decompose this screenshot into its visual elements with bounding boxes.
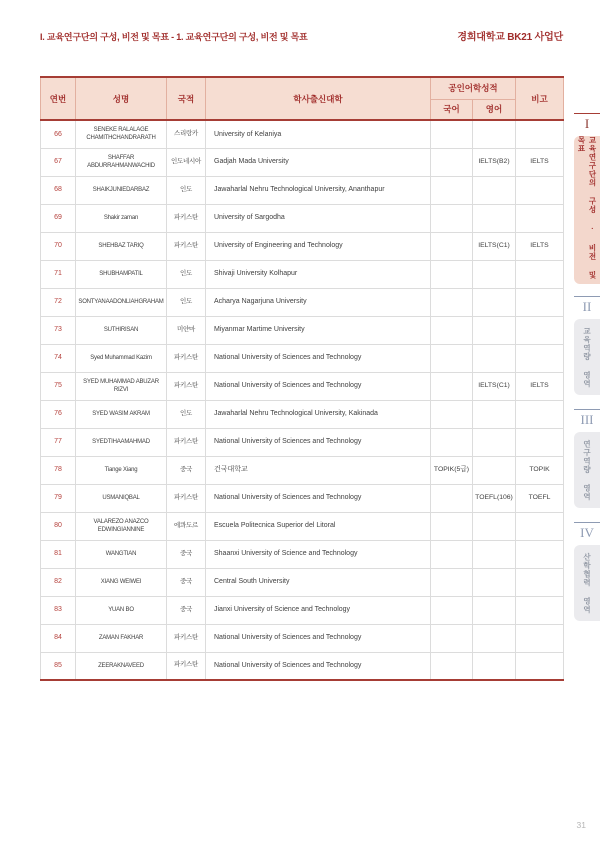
sidebar-tab-section-2[interactable] — [574, 296, 600, 395]
cell-no: 83 — [41, 596, 76, 624]
cell-nationality: 중국 — [167, 596, 206, 624]
table-row — [41, 232, 564, 260]
cell-university: National University of Sciences and Technology — [206, 484, 431, 512]
table-row — [41, 456, 564, 484]
table-row — [41, 176, 564, 204]
col-header-no: 연번 — [41, 77, 76, 120]
cell-korean — [431, 232, 473, 260]
table-header — [41, 77, 564, 120]
tab-label: 교육연구단의 구성 · 비전 및 목표 — [577, 136, 597, 280]
cell-english — [473, 652, 516, 680]
table-row — [41, 148, 564, 176]
cell-name: ZEERAKNAVEED — [76, 652, 167, 680]
cell-name: XIANG WEIWEI — [76, 568, 167, 596]
cell-korean — [431, 400, 473, 428]
table-row — [41, 568, 564, 596]
cell-english — [473, 596, 516, 624]
cell-english — [473, 316, 516, 344]
cell-name: ZAMAN FAKHAR — [76, 624, 167, 652]
cell-note — [516, 204, 564, 232]
cell-korean — [431, 316, 473, 344]
cell-note — [516, 316, 564, 344]
cell-note — [516, 288, 564, 316]
cell-korean — [431, 372, 473, 400]
cell-university: University of Engineering and Technology — [206, 232, 431, 260]
cell-korean — [431, 596, 473, 624]
cell-no: 70 — [41, 232, 76, 260]
cell-university: Jawaharlal Nehru Technological University, Ananthapur — [206, 176, 431, 204]
table-row — [41, 260, 564, 288]
col-header-name: 성명 — [76, 77, 167, 120]
cell-korean — [431, 176, 473, 204]
cell-nationality: 파키스탄 — [167, 624, 206, 652]
col-header-nationality: 국적 — [167, 77, 206, 120]
cell-nationality: 중국 — [167, 540, 206, 568]
col-header-note: 비고 — [516, 77, 564, 120]
cell-no: 73 — [41, 316, 76, 344]
cell-nationality: 파키스탄 — [167, 428, 206, 456]
cell-name: WANGTIAN — [76, 540, 167, 568]
table-row — [41, 428, 564, 456]
cell-korean — [431, 148, 473, 176]
cell-university: Miyanmar Martime University — [206, 316, 431, 344]
cell-note — [516, 260, 564, 288]
cell-english: IELTS(C1) — [473, 372, 516, 400]
page-number: 31 — [576, 820, 586, 830]
cell-name: YUAN BO — [76, 596, 167, 624]
cell-korean: TOPIK(5급) — [431, 456, 473, 484]
cell-english — [473, 568, 516, 596]
cell-no: 84 — [41, 624, 76, 652]
cell-nationality: 인도 — [167, 176, 206, 204]
cell-name: USMANIQBAL — [76, 484, 167, 512]
cell-nationality: 인도 — [167, 260, 206, 288]
cell-nationality: 인도 — [167, 400, 206, 428]
cell-nationality: 인도 — [167, 288, 206, 316]
cell-korean — [431, 260, 473, 288]
table-body — [41, 120, 564, 680]
cell-korean — [431, 428, 473, 456]
org-title: 경희대학교 BK21 사업단 — [457, 32, 563, 43]
tab-box — [574, 432, 600, 508]
cell-english — [473, 624, 516, 652]
cell-english: TOEFL(106) — [473, 484, 516, 512]
cell-name: Tiange Xiang — [76, 456, 167, 484]
cell-korean — [431, 568, 473, 596]
cell-korean — [431, 512, 473, 540]
cell-university: University of Sargodha — [206, 204, 431, 232]
table-row — [41, 596, 564, 624]
cell-english — [473, 288, 516, 316]
cell-university: 건국대학교 — [206, 456, 431, 484]
table-row — [41, 624, 564, 652]
table-row — [41, 288, 564, 316]
tab-numeral: I — [584, 116, 590, 131]
cell-note — [516, 624, 564, 652]
tab-label: 교육역량 영역 — [582, 326, 592, 388]
cell-note — [516, 176, 564, 204]
cell-no: 76 — [41, 400, 76, 428]
cell-no: 85 — [41, 652, 76, 680]
cell-university: National University of Sciences and Technology — [206, 428, 431, 456]
cell-nationality: 중국 — [167, 456, 206, 484]
cell-korean — [431, 120, 473, 148]
cell-nationality: 인도네시아 — [167, 148, 206, 176]
cell-university: National University of Sciences and Technology — [206, 344, 431, 372]
table-row — [41, 344, 564, 372]
cell-english — [473, 456, 516, 484]
tab-rule — [574, 522, 600, 523]
tab-label: 산학협력 영역 — [582, 552, 592, 614]
cell-note: TOEFL — [516, 484, 564, 512]
cell-note — [516, 596, 564, 624]
cell-nationality: 파키스탄 — [167, 344, 206, 372]
cell-english: IELTS(B2) — [473, 148, 516, 176]
students-table-wrap — [40, 76, 563, 681]
cell-name: SHUBHAMPATIL — [76, 260, 167, 288]
tab-numeral: III — [580, 412, 594, 427]
cell-english — [473, 344, 516, 372]
table-row — [41, 512, 564, 540]
cell-university: Acharya Nagarjuna University — [206, 288, 431, 316]
cell-english — [473, 400, 516, 428]
cell-no: 68 — [41, 176, 76, 204]
col-header-language-scores: 공인어학성적 — [431, 77, 516, 99]
cell-university: Jianxi University of Science and Technology — [206, 596, 431, 624]
col-header-english: 영어 — [473, 99, 516, 120]
cell-korean — [431, 624, 473, 652]
table-row — [41, 400, 564, 428]
cell-no: 78 — [41, 456, 76, 484]
cell-no: 75 — [41, 372, 76, 400]
cell-name: Syed Muhammad Kazim — [76, 344, 167, 372]
students-table — [40, 76, 564, 681]
cell-nationality: 파키스탄 — [167, 232, 206, 260]
cell-english — [473, 260, 516, 288]
cell-note — [516, 568, 564, 596]
cell-korean — [431, 484, 473, 512]
table-row — [41, 204, 564, 232]
cell-name: SYED WASIM AKRAM — [76, 400, 167, 428]
cell-university: National University of Sciences and Technology — [206, 652, 431, 680]
tab-box — [574, 319, 600, 395]
cell-korean — [431, 288, 473, 316]
tab-numeral: II — [582, 299, 592, 314]
cell-university: National University of Sciences and Technology — [206, 372, 431, 400]
cell-no: 69 — [41, 204, 76, 232]
cell-no: 82 — [41, 568, 76, 596]
sidebar-tab-section-1[interactable] — [574, 113, 600, 284]
tab-rule — [574, 113, 600, 114]
cell-english — [473, 176, 516, 204]
cell-no: 80 — [41, 512, 76, 540]
cell-name: SHAFFAR ABDURRAHMANWACHID — [76, 148, 167, 176]
cell-nationality: 파키스탄 — [167, 372, 206, 400]
tab-numeral: IV — [580, 525, 594, 540]
cell-note — [516, 512, 564, 540]
cell-note — [516, 344, 564, 372]
cell-name: SENEKE RALALAGE CHAMITHCHANDRARATH — [76, 120, 167, 148]
cell-name: SYEDTIHAAMAHMAD — [76, 428, 167, 456]
cell-university: Central South University — [206, 568, 431, 596]
cell-note: IELTS — [516, 148, 564, 176]
cell-no: 77 — [41, 428, 76, 456]
cell-name: SONTYANAADONLIAHGRAHAM — [76, 288, 167, 316]
cell-english — [473, 428, 516, 456]
cell-university: Shivaji University Kolhapur — [206, 260, 431, 288]
cell-no: 66 — [41, 120, 76, 148]
cell-name: Shakir zaman — [76, 204, 167, 232]
cell-no: 81 — [41, 540, 76, 568]
cell-no: 79 — [41, 484, 76, 512]
cell-nationality: 중국 — [167, 568, 206, 596]
sidebar-tab-section-4[interactable] — [574, 522, 600, 621]
cell-university: National University of Sciences and Technology — [206, 624, 431, 652]
cell-korean — [431, 540, 473, 568]
breadcrumb: I. 교육연구단의 구성, 비전 및 목표 - 1. 교육연구단의 구성, 비전 및 목표 — [40, 32, 308, 42]
cell-nationality: 파키스탄 — [167, 484, 206, 512]
cell-note — [516, 400, 564, 428]
cell-university: Jawaharlal Nehru Technological University, Kakinada — [206, 400, 431, 428]
cell-nationality: 파키스탄 — [167, 204, 206, 232]
cell-name: SHAIKJUNIEDARBAZ — [76, 176, 167, 204]
cell-university: University of Kelaniya — [206, 120, 431, 148]
cell-korean — [431, 344, 473, 372]
cell-note — [516, 120, 564, 148]
sidebar-tab-section-3[interactable] — [574, 409, 600, 508]
cell-korean — [431, 204, 473, 232]
cell-university: Escuela Politecnica Superior del Litoral — [206, 512, 431, 540]
cell-no: 74 — [41, 344, 76, 372]
table-row — [41, 484, 564, 512]
cell-english — [473, 120, 516, 148]
cell-nationality: 파키스탄 — [167, 652, 206, 680]
cell-note: IELTS — [516, 232, 564, 260]
tab-box — [574, 545, 600, 621]
cell-nationality: 스리랑카 — [167, 120, 206, 148]
cell-no: 67 — [41, 148, 76, 176]
cell-name: SUTHIRISAN — [76, 316, 167, 344]
cell-english — [473, 204, 516, 232]
cell-university: Shaanxi University of Science and Technology — [206, 540, 431, 568]
col-header-korean: 국어 — [431, 99, 473, 120]
cell-english — [473, 512, 516, 540]
cell-no: 72 — [41, 288, 76, 316]
cell-korean — [431, 652, 473, 680]
cell-english — [473, 540, 516, 568]
cell-no: 71 — [41, 260, 76, 288]
tab-box — [574, 136, 600, 284]
tab-rule — [574, 409, 600, 410]
cell-note — [516, 540, 564, 568]
cell-note — [516, 428, 564, 456]
cell-name: VALAREZO ANAZCO EDWINGIANNINE — [76, 512, 167, 540]
cell-note: TOPIK — [516, 456, 564, 484]
page-header — [40, 28, 563, 43]
table-row — [41, 540, 564, 568]
table-row — [41, 372, 564, 400]
sidebar — [572, 0, 600, 848]
table-row — [41, 120, 564, 148]
cell-university: Gadjah Mada University — [206, 148, 431, 176]
cell-note: IELTS — [516, 372, 564, 400]
cell-name: SYED MUHAMMAD ABUZAR RIZVI — [76, 372, 167, 400]
cell-nationality: 에콰도르 — [167, 512, 206, 540]
tab-rule — [574, 296, 600, 297]
cell-nationality: 미얀마 — [167, 316, 206, 344]
cell-english: IELTS(C1) — [473, 232, 516, 260]
cell-note — [516, 652, 564, 680]
cell-name: SHEHBAZ TARIQ — [76, 232, 167, 260]
tab-label: 연구역량 영역 — [582, 439, 592, 501]
table-row — [41, 652, 564, 680]
col-header-university: 학사출신대학 — [206, 77, 431, 120]
table-row — [41, 316, 564, 344]
